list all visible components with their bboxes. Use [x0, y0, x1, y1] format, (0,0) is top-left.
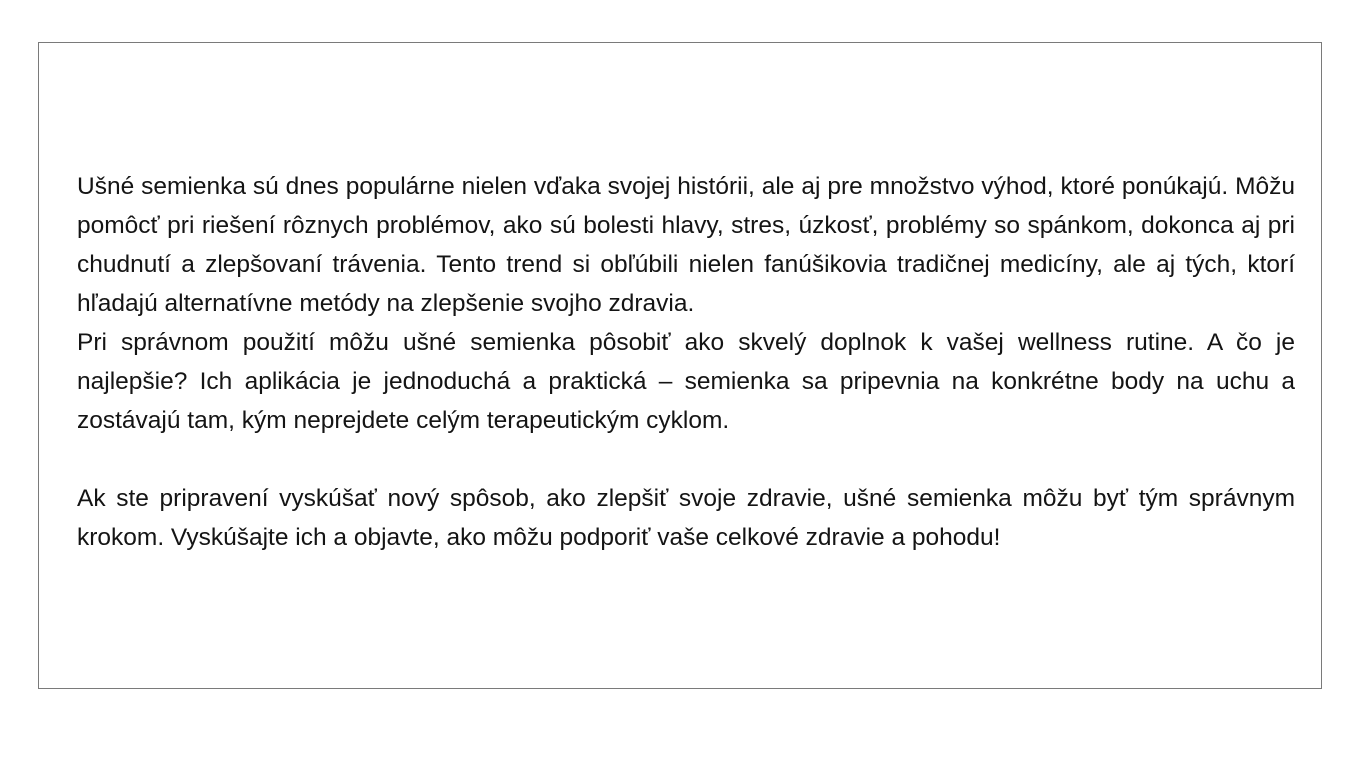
paragraph-intro: Ušné semienka sú dnes populárne nielen vďaka svojej histórii, ale aj pre množstvo výhod, ktoré ponúkajú. Môžu pomôcť pri riešení rôznych problémov, ako sú bolesti hlavy, stres, úzkosť, problémy so spánkom, dokonca aj pri chudnutí a zlepšovaní trávenia. Tento trend si obľúbili nielen fanúšikovia tradičnej medicíny, ale aj tých, ktorí hľadajú alternatívne metódy na zlepšenie svojho zdravia.: [77, 173, 1295, 317]
paragraph-usage: Pri správnom použití môžu ušné semienka pôsobiť ako skvelý doplnok k vašej wellness rutine. A čo je najlepšie? Ich aplikácia je jednoduchá a praktická – semienka sa pripevnia na konkrétne body na uchu a zostávajú tam, kým neprejdete celým terapeutickým cyklom.: [77, 329, 1295, 434]
article-body: [77, 167, 1295, 557]
paragraph-conclusion: Ak ste pripravení vyskúšať nový spôsob, ako zlepšiť svoje zdravie, ušné semienka môžu byť tým správnym krokom. Vyskúšajte ich a objavte, ako môžu podporiť vaše celkové zdravie a pohodu!: [77, 485, 1295, 551]
